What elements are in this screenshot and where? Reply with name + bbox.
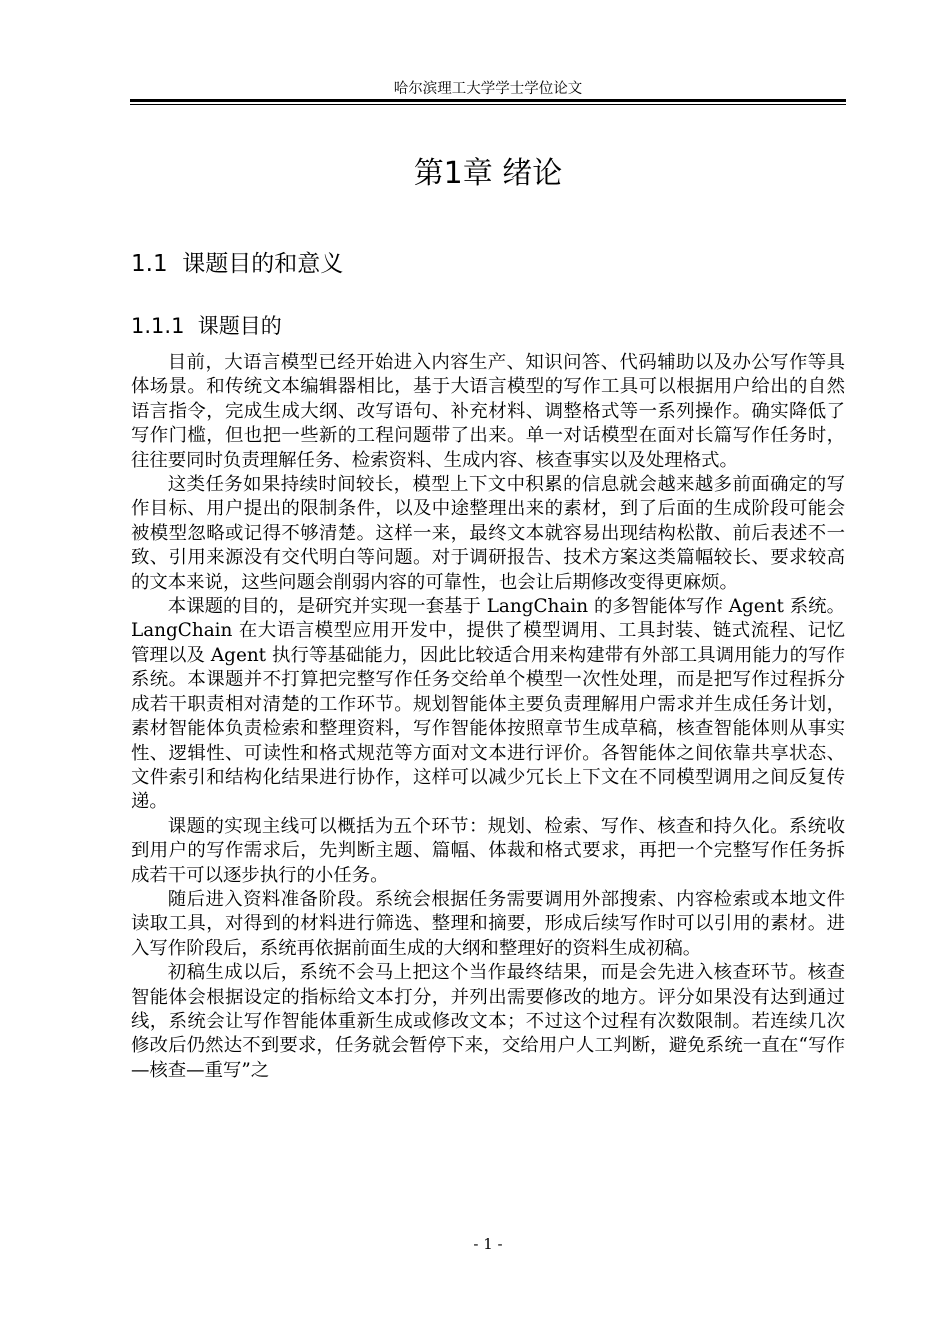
header-rule-thin (130, 104, 846, 105)
paragraph: 初稿生成以后，系统不会马上把这个当作最终结果，而是会先进入核查环节。核查智能体会根据设定的指标给文本打分，并列出需要修改的地方。评分如果没有达到通过线，系统会让写作智能体重新生成或修改文本；不过这个过程有次数限制。若连续几次修改后仍然达不到要求，任务就会暂停下来，交给用户人工判断，避免系统一直在“写作—核查—重写”之 (131, 962, 845, 1081)
body-text (131, 351, 845, 1083)
page-number: - 1 - (473, 1235, 503, 1253)
paragraph: 随后进入资料准备阶段。系统会根据任务需要调用外部搜索、内容检索或本地文件读取工具，对得到的材料进行筛选、整理和摘要，形成后续写作时可以引用的素材。进入写作阶段后，系统再依据前面生成的大纲和整理好的资料生成初稿。 (131, 888, 845, 959)
paragraph: 本课题的目的，是研究并实现一套基于 LangChain 的多智能体写作 Agent 系统。LangChain 在大语言模型应用开发中，提供了模型调用、工具封装、链式流程、记忆管理以及 Agent 执行等基础能力，因此比较适合用来构建带有外部工具调用能力的写作系统。本课题并不打算把完整写作任务交给单个模型一次性处理，而是把写作过程拆分成若干职责相对清楚的工作环节。规划智能体主要负责理解用户需求并生成任务计划，素材智能体负责检索和整理资料，写作智能体按照章节生成草稿，核查智能体则从事实性、逻辑性、可读性和格式规范等方面对文本进行评价。各智能体之间依靠共享状态、文件索引和结构化结果进行协作，这样可以减少冗长上下文在不同模型调用之间反复传递。 (131, 596, 845, 813)
paragraph: 这类任务如果持续时间较长，模型上下文中积累的信息就会越来越多前面确定的写作目标、用户提出的限制条件，以及中途整理出来的素材，到了后面的生成阶段可能会被模型忽略或记得不够清楚。这样一来，最终文本就容易出现结构松散、前后表述不一致、引用来源没有交代明白等问题。对于调研报告、技术方案这类篇幅较长、要求较高的文本来说，这些问题会削弱内容的可靠性，也会让后期修改变得更麻烦。 (131, 474, 845, 593)
paragraph: 课题的实现主线可以概括为五个环节：规划、检索、写作、核查和持久化。系统收到用户的写作需求后，先判断主题、篇幅、体裁和格式要求，再把一个完整写作任务拆成若干可以逐步执行的小任务。 (131, 815, 845, 886)
header-rule-thick (130, 99, 846, 102)
subsection-title: 1.1.1 课题目的 (131, 314, 282, 338)
running-header: 哈尔滨理工大学学士学位论文 (393, 81, 583, 97)
paragraph: 目前，大语言模型已经开始进入内容生产、知识问答、代码辅助以及办公写作等具体场景。和传统文本编辑器相比，基于大语言模型的写作工具可以根据用户给出的自然语言指令，完成生成大纲、改写语句、补充材料、调整格式等一系列操作。确实降低了写作门槛，但也把一些新的工程问题带了出来。单一对话模型在面对长篇写作任务时，往往要同时负责理解任务、检索资料、生成内容、核查事实以及处理格式。 (131, 352, 845, 471)
section-title: 1.1 课题目的和意义 (131, 251, 344, 277)
chapter-title: 第1章 绪论 (413, 156, 563, 191)
